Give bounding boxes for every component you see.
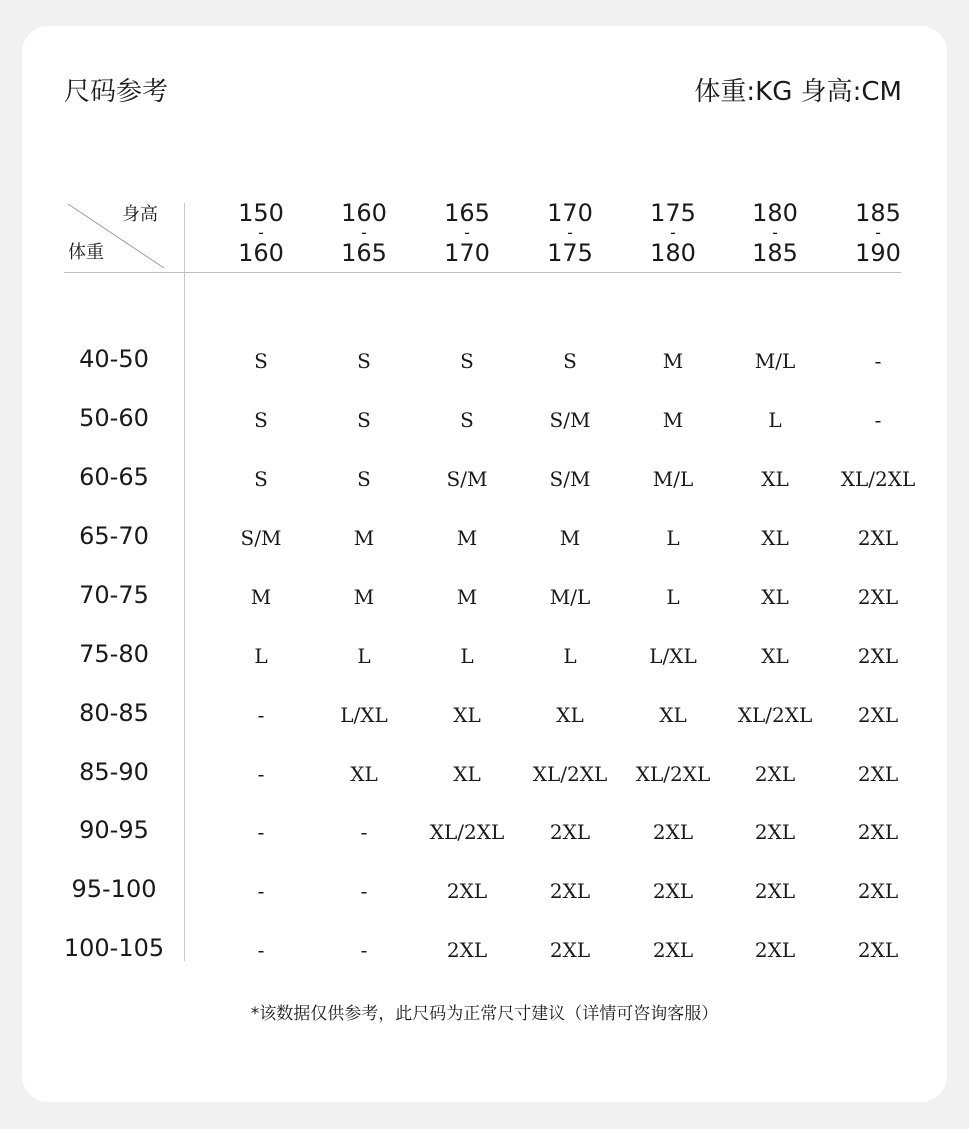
size-cell: M [250,585,272,609]
size-cell: XL/2XL [635,762,711,786]
size-cell: M [662,349,684,373]
size-cell: 2XL [652,938,694,962]
size-cell: L/XL [649,644,697,668]
size-cell: 2XL [857,820,899,844]
size-cell: 2XL [857,703,899,727]
size-cell: - [257,820,265,844]
size-cell: S [460,408,474,432]
size-cell: 2XL [754,762,796,786]
size-cell: S/M [549,467,591,491]
page-title: 尺码参考 [64,77,169,107]
weight-range-label: 90-95 [79,816,149,844]
size-cell: M [456,585,478,609]
height-range-sep: - [567,223,573,242]
height-range-sep: - [875,223,881,242]
size-cell: XL [453,703,481,727]
corner-weight-label: 体重 [68,242,104,263]
size-cell: XL [761,467,789,491]
height-range-from: 150 [238,199,284,227]
size-cell: S [357,467,371,491]
size-cell: L [254,644,268,668]
height-range-header [828,198,928,268]
weight-range-label: 40-50 [79,345,149,373]
weight-range-label: 85-90 [79,758,149,786]
height-range-header [725,198,825,268]
size-cell: 2XL [446,879,488,903]
weight-range-label: 60-65 [79,463,149,491]
units-label: 体重:KG 身高:CM [694,77,902,107]
size-cell: - [874,349,882,373]
size-cell: S [357,349,371,373]
height-range-sep: - [772,223,778,242]
height-range-to: 170 [444,239,490,267]
height-range-from: 160 [341,199,387,227]
size-cell: 2XL [754,879,796,903]
size-cell: 2XL [446,938,488,962]
size-cell: XL [761,585,789,609]
header-divider [64,272,901,273]
size-cell: XL [761,644,789,668]
size-cell: M/L [754,349,796,373]
height-range-header [417,198,517,268]
size-cell: L/XL [340,703,388,727]
height-range-from: 165 [444,199,490,227]
size-cell: 2XL [549,879,591,903]
size-cell: S [460,349,474,373]
size-cell: 2XL [857,644,899,668]
size-cell: 2XL [857,526,899,550]
size-cell: XL/2XL [429,820,505,844]
size-cell: XL/2XL [737,703,813,727]
size-cell: M/L [549,585,591,609]
corner-height-label: 身高 [122,204,158,225]
size-cell: 2XL [857,585,899,609]
size-cell: XL [659,703,687,727]
height-range-sep: - [670,223,676,242]
size-cell: S/M [446,467,488,491]
size-cell: M [353,585,375,609]
size-cell: 2XL [857,762,899,786]
size-cell: - [360,820,368,844]
size-cell: 2XL [754,938,796,962]
size-cell: - [360,879,368,903]
size-cell: S [254,349,268,373]
height-range-to: 180 [650,239,696,267]
size-cell: S [254,467,268,491]
height-range-header [211,198,311,268]
size-cell: L [460,644,474,668]
size-cell: M [559,526,581,550]
size-cell: 2XL [754,820,796,844]
height-range-from: 185 [855,199,901,227]
size-cell: 2XL [652,879,694,903]
size-cell: 2XL [857,879,899,903]
height-range-to: 160 [238,239,284,267]
height-range-from: 170 [547,199,593,227]
vertical-divider [184,203,185,961]
size-cell: - [257,938,265,962]
size-cell: XL [556,703,584,727]
size-cell: M [353,526,375,550]
size-cell: S/M [240,526,282,550]
size-cell: - [360,938,368,962]
height-range-sep: - [258,223,264,242]
size-cell: XL [761,526,789,550]
size-cell: XL/2XL [840,467,916,491]
size-cell: S [563,349,577,373]
height-range-from: 175 [650,199,696,227]
size-cell: M [456,526,478,550]
size-cell: - [874,408,882,432]
size-cell: L [768,408,782,432]
size-cell: 2XL [652,820,694,844]
height-range-to: 175 [547,239,593,267]
weight-range-label: 50-60 [79,404,149,432]
size-cell: - [257,762,265,786]
weight-range-label: 80-85 [79,699,149,727]
weight-range-label: 65-70 [79,522,149,550]
size-cell: 2XL [549,820,591,844]
weight-range-label: 95-100 [71,875,157,903]
weight-range-label: 100-105 [63,934,165,962]
height-range-to: 190 [855,239,901,267]
size-cell: XL [453,762,481,786]
size-cell: - [257,703,265,727]
height-range-sep: - [361,223,367,242]
height-range-sep: - [464,223,470,242]
height-range-header [623,198,723,268]
size-cell: S [254,408,268,432]
size-cell: XL/2XL [532,762,608,786]
size-cell: - [257,879,265,903]
size-cell: 2XL [857,938,899,962]
size-cell: 2XL [549,938,591,962]
size-cell: S/M [549,408,591,432]
height-range-from: 180 [752,199,798,227]
size-cell: L [357,644,371,668]
size-cell: L [563,644,577,668]
size-cell: L [666,585,680,609]
size-cell: M [662,408,684,432]
height-range-to: 185 [752,239,798,267]
footer-note: *该数据仅供参考，此尺码为正常尺寸建议（详情可咨询客服） [250,1004,719,1024]
weight-range-label: 75-80 [79,640,149,668]
size-cell: M/L [652,467,694,491]
height-range-header [314,198,414,268]
height-range-header [520,198,620,268]
size-cell: L [666,526,680,550]
weight-range-label: 70-75 [79,581,149,609]
height-range-to: 165 [341,239,387,267]
size-cell: S [357,408,371,432]
size-cell: XL [350,762,378,786]
